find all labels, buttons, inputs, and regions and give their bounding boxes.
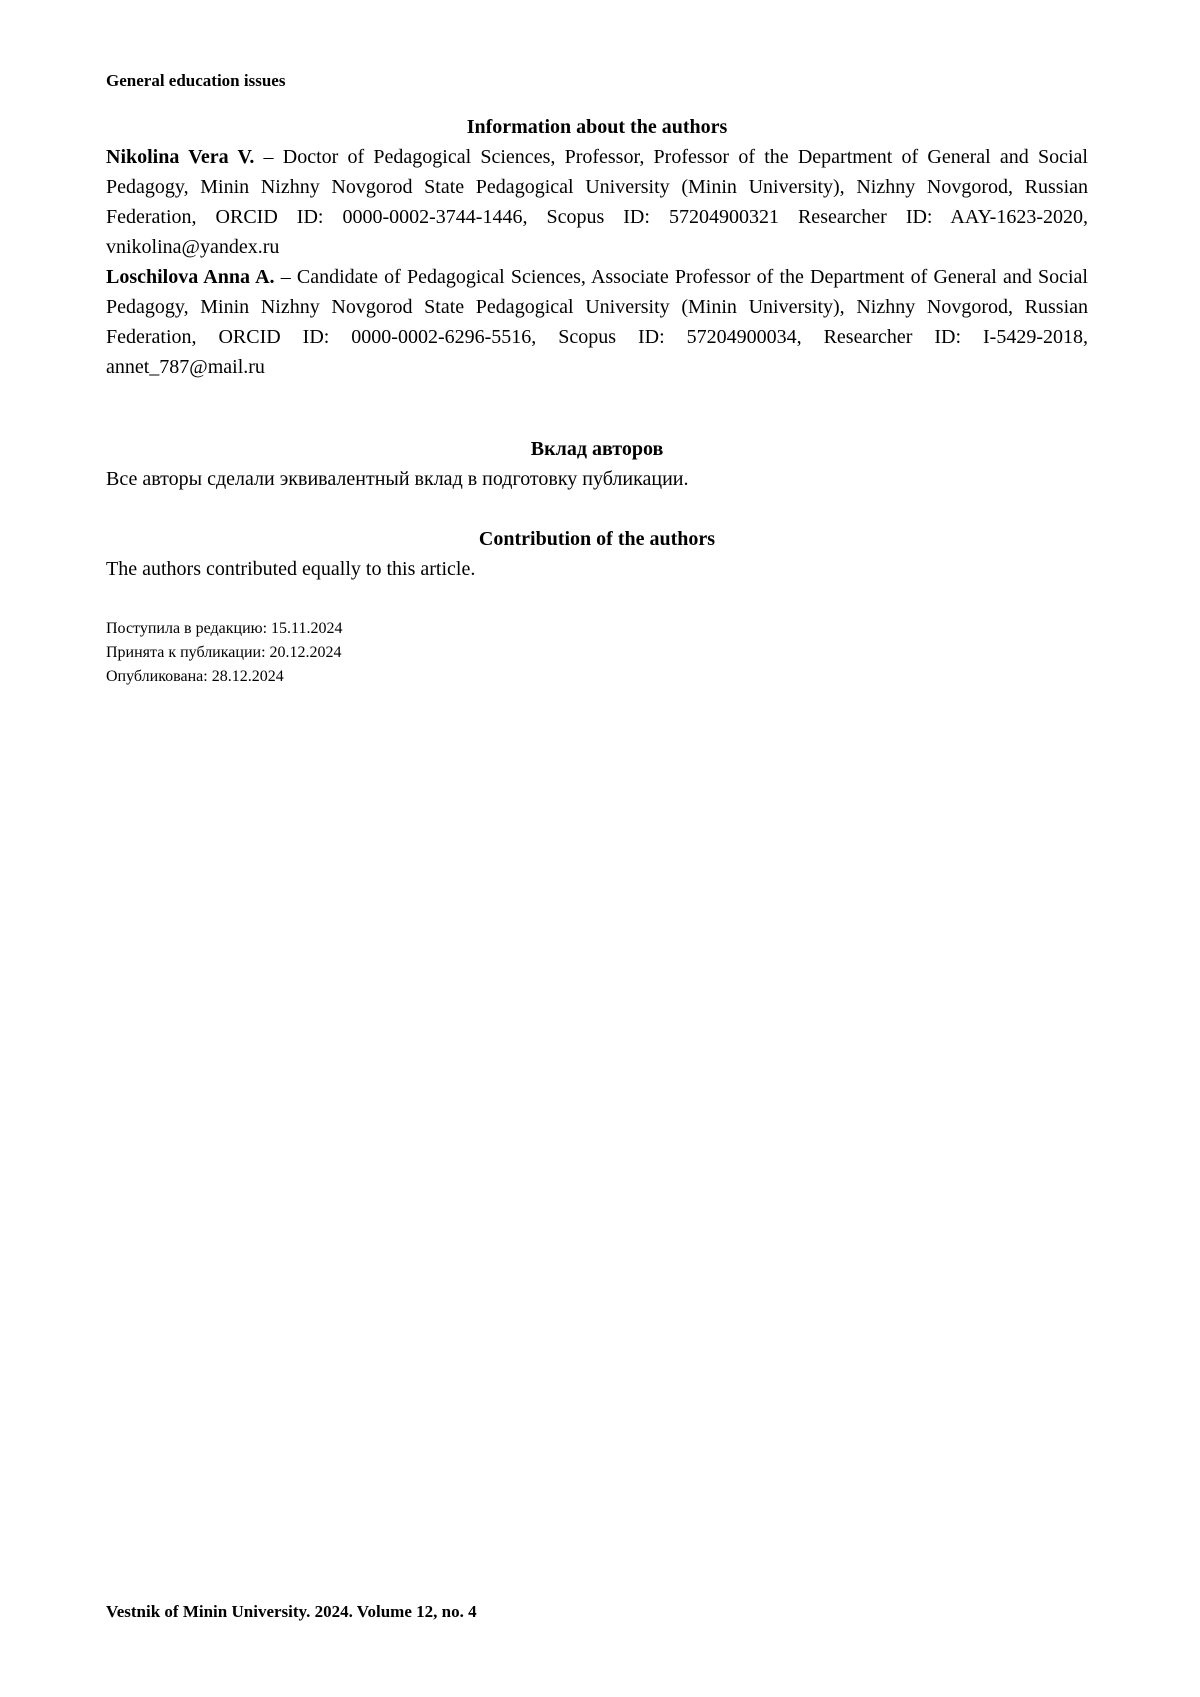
- author-name: Nikolina Vera V.: [106, 146, 255, 168]
- contribution-ru-body: Все авторы сделали эквивалентный вклад в подготовку публикации.: [106, 468, 689, 490]
- contribution-en-title: Contribution of the authors: [478, 528, 716, 550]
- journal-footer: Vestnik of Minin University. 2024. Volume 12, no. 4: [106, 1602, 477, 1621]
- author-paragraph: [106, 142, 1088, 262]
- running-head: General education issues: [106, 71, 286, 90]
- date-published: Опубликована: 28.12.2024: [106, 668, 284, 685]
- contribution-ru-title: Вклад авторов: [530, 438, 664, 460]
- authors-info-title: Information about the authors: [466, 116, 728, 138]
- author-paragraph: [106, 262, 1088, 382]
- author-name: Loschilova Anna A.: [106, 266, 275, 288]
- date-accepted: Принята к публикации: 20.12.2024: [106, 644, 342, 661]
- article-dates: [106, 617, 1088, 689]
- date-received: Поступила в редакцию: 15.11.2024: [106, 620, 343, 637]
- author-details: – Doctor of Pedagogical Sciences, Professor, Professor of the Department of General and Social Pedagogy, Minin Nizhny Novgorod State Pedagogical University (Minin University), Nizhny Novgorod, Russian Federation, ORCID ID: 0000-0002-3744-1446, Scopus ID: 57204900321 Researcher ID: AAY-1623-2020, vnikolina@yandex.ru: [106, 146, 1088, 258]
- author-details: – Candidate of Pedagogical Sciences, Associate Professor of the Department of General and Social Pedagogy, Minin Nizhny Novgorod State Pedagogical University (Minin University), Nizhny Novgorod, Russian Federation, ORCID ID: 0000-0002-6296-5516, Scopus ID: 57204900034, Researcher ID: I-5429-2018, annet_787@mail.ru: [106, 266, 1088, 378]
- contribution-en-body: The authors contributed equally to this article.: [106, 558, 476, 580]
